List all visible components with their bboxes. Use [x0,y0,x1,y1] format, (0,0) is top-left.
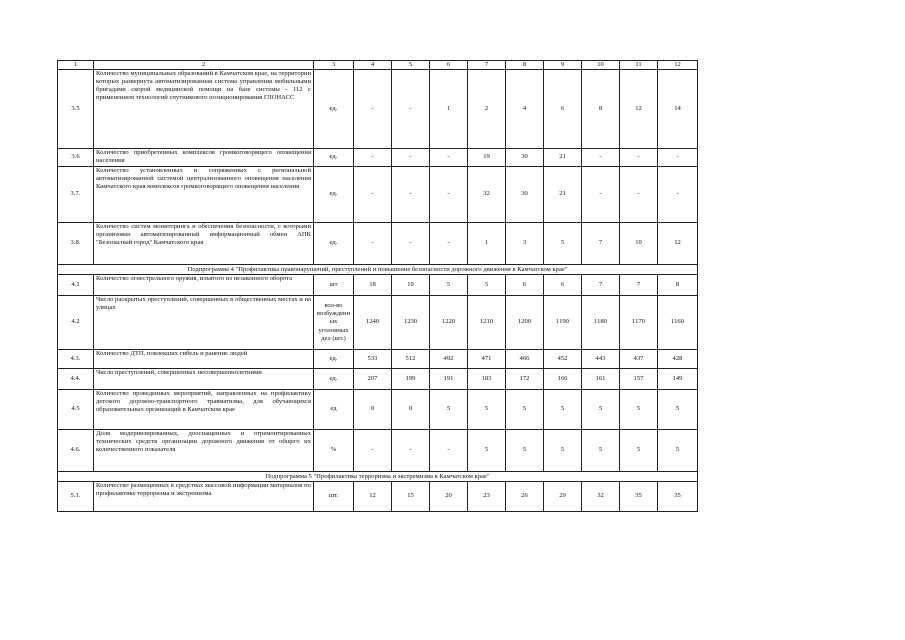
value-cell: 7 [582,223,620,265]
value-cell: 512 [392,350,430,369]
value-cell: 26 [506,482,544,512]
value-cell: - [354,70,392,149]
table-row [58,223,698,265]
value-cell: 5 [468,430,506,472]
table-row [58,275,698,296]
row-number: 4.1 [58,275,94,296]
value-cell: 8 [658,275,698,296]
table-body [58,61,698,512]
value-cell: 207 [354,369,392,390]
value-cell: 1200 [506,296,544,350]
value-cell: 5 [620,430,658,472]
header-cell: 11 [620,61,658,70]
value-cell: 0 [354,390,392,430]
header-cell: 7 [468,61,506,70]
unit-cell: шт [314,275,354,296]
subprogram-row [58,472,698,482]
indicators-table [57,60,698,512]
value-cell: - [392,167,430,223]
value-cell: - [392,70,430,149]
value-cell: 5 [544,430,582,472]
unit-cell: ед. [314,70,354,149]
value-cell: 5 [544,223,582,265]
value-cell: 5 [620,390,658,430]
table-row [58,390,698,430]
value-cell: - [354,430,392,472]
value-cell: 4 [506,70,544,149]
value-cell: 23 [468,482,506,512]
value-cell: 1180 [582,296,620,350]
value-cell: 5 [468,275,506,296]
value-cell: 1190 [544,296,582,350]
table-row [58,350,698,369]
value-cell: 437 [620,350,658,369]
header-cell: 9 [544,61,582,70]
table-row [58,430,698,472]
value-cell: 183 [468,369,506,390]
value-cell: 1 [430,70,468,149]
table-row [58,369,698,390]
row-number: 4.2 [58,296,94,350]
header-cell: 4 [354,61,392,70]
value-cell: 5 [658,390,698,430]
header-cell: 3 [314,61,354,70]
value-cell: 1220 [430,296,468,350]
value-cell: 32 [468,167,506,223]
value-cell: 12 [354,482,392,512]
table-row [58,167,698,223]
subprogram-row [58,265,698,275]
value-cell: 5 [430,390,468,430]
subprogram-title: Подпрограмма 4 "Профилактика правонарушений, преступлений и повышение безопасности дорожного движения в Камчатском крае" [58,265,698,275]
value-cell: 19 [392,275,430,296]
value-cell: - [392,149,430,167]
value-cell: 6 [544,275,582,296]
value-cell: 452 [544,350,582,369]
value-cell: 5 [468,390,506,430]
table-row [58,482,698,512]
value-cell: 1240 [354,296,392,350]
value-cell: 1 [468,223,506,265]
value-cell: - [582,149,620,167]
value-cell: 161 [582,369,620,390]
value-cell: 18 [354,275,392,296]
value-cell: 1170 [620,296,658,350]
header-cell: 12 [658,61,698,70]
value-cell: 5 [582,430,620,472]
table-row [58,149,698,167]
value-cell: 6 [506,275,544,296]
unit-cell: ед. [314,167,354,223]
value-cell: 29 [544,482,582,512]
value-cell: 6 [544,70,582,149]
table-row [58,296,698,350]
value-cell: 1230 [392,296,430,350]
value-cell: 32 [582,482,620,512]
unit-cell: ед. [314,369,354,390]
header-cell: 10 [582,61,620,70]
unit-cell: % [314,430,354,472]
value-cell: 7 [582,275,620,296]
value-cell: 35 [658,482,698,512]
value-cell: - [658,167,698,223]
indicator-description: Количество огнестрельного оружия, изъятого из незаконного оборота [94,275,314,296]
value-cell: 1160 [658,296,698,350]
header-cell: 2 [94,61,314,70]
indicator-description: Количество размещенных в средствах массовой информации материалов по профилактике терроризма и экстремизма [94,482,314,512]
value-cell: 443 [582,350,620,369]
unit-cell: ед [314,390,354,430]
value-cell: 191 [430,369,468,390]
value-cell: 533 [354,350,392,369]
value-cell: - [392,223,430,265]
value-cell: - [430,223,468,265]
value-cell: 5 [582,390,620,430]
indicator-description: Доля модернизированных, дооснащенных и отремонтированных технических средств организации дорожного движения от общего их количественного показателя [94,430,314,472]
indicator-description: Количество муниципальных образований в Камчатском крае, на территории которых развернута автоматизированная система управления мобильными бригадами скорой медицинской помощи на базе системы - 112 с применением технологий спутникового позиционирования ГЛОНАСС [94,70,314,149]
value-cell: - [430,430,468,472]
value-cell: 8 [582,70,620,149]
header-cell: 1 [58,61,94,70]
row-number: 5.1. [58,482,94,512]
value-cell: 5 [544,390,582,430]
value-cell: 15 [392,482,430,512]
value-cell: 471 [468,350,506,369]
indicator-description: Количество приобретенных комплексов громкоговорящего оповещения населения [94,149,314,167]
value-cell: - [582,167,620,223]
value-cell: 5 [658,430,698,472]
value-cell: 10 [620,223,658,265]
value-cell: 5 [506,390,544,430]
header-cell: 8 [506,61,544,70]
value-cell: - [392,430,430,472]
value-cell: 466 [506,350,544,369]
value-cell: 172 [506,369,544,390]
row-number: 3.6 [58,149,94,167]
value-cell: 5 [506,430,544,472]
value-cell: 35 [620,482,658,512]
value-cell: 2 [468,70,506,149]
value-cell: - [620,149,658,167]
row-number: 4.4. [58,369,94,390]
indicator-description: Количество систем мониторинга и обеспечения безопасности, с которыми организован автоматизированный информационный обмен АПК "Безопасный город" Камчатского края [94,223,314,265]
value-cell: - [658,149,698,167]
value-cell: 12 [620,70,658,149]
value-cell: 12 [658,223,698,265]
document-table-wrapper [57,60,698,512]
value-cell: 5 [430,275,468,296]
unit-cell: кол-во возбужденных уголовных дел (шт.) [314,296,354,350]
value-cell: 428 [658,350,698,369]
row-number: 3.8. [58,223,94,265]
value-cell: 14 [658,70,698,149]
header-cell: 5 [392,61,430,70]
value-cell: 199 [392,369,430,390]
indicator-description: Число раскрытых преступлений, совершенных в общественных местах и на улицах [94,296,314,350]
value-cell: 3 [506,223,544,265]
row-number: 3.5 [58,70,94,149]
value-cell: - [354,167,392,223]
value-cell: 1210 [468,296,506,350]
indicator-description: Количество ДТП, повлекших гибель и ранение людей [94,350,314,369]
value-cell: - [430,149,468,167]
value-cell: 149 [658,369,698,390]
value-cell: 492 [430,350,468,369]
row-number: 3.7. [58,167,94,223]
header-row [58,61,698,70]
value-cell: 21 [544,149,582,167]
row-number: 4.5 [58,390,94,430]
row-number: 4.3. [58,350,94,369]
unit-cell: ед. [314,223,354,265]
value-cell: 0 [392,390,430,430]
value-cell: - [430,167,468,223]
indicator-description: Число преступлений, совершенных несовершеннолетними [94,369,314,390]
value-cell: 157 [620,369,658,390]
unit-cell: ед. [314,350,354,369]
unit-cell: шт. [314,482,354,512]
value-cell: 30 [506,167,544,223]
value-cell: 7 [620,275,658,296]
value-cell: 19 [468,149,506,167]
value-cell: - [354,223,392,265]
indicator-description: Количество установленных и сопряженных с региональной автоматизированной системой централизованного оповещения населения Камчатского края комплексов громкоговорящего оповещения населения [94,167,314,223]
value-cell: - [620,167,658,223]
row-number: 4.6. [58,430,94,472]
value-cell: 30 [506,149,544,167]
value-cell: 166 [544,369,582,390]
value-cell: 21 [544,167,582,223]
subprogram-title: Подпрограмма 5 "Профилактика терроризма и экстремизма в Камчатском крае" [58,472,698,482]
unit-cell: ед. [314,149,354,167]
header-cell: 6 [430,61,468,70]
indicator-description: Количество проведенных мероприятий, направленных на профилактику детского дорожно-транспортного травматизма, для обучающихся образовательных организаций в Камчатском крае [94,390,314,430]
table-row [58,70,698,149]
value-cell: - [354,149,392,167]
value-cell: 20 [430,482,468,512]
